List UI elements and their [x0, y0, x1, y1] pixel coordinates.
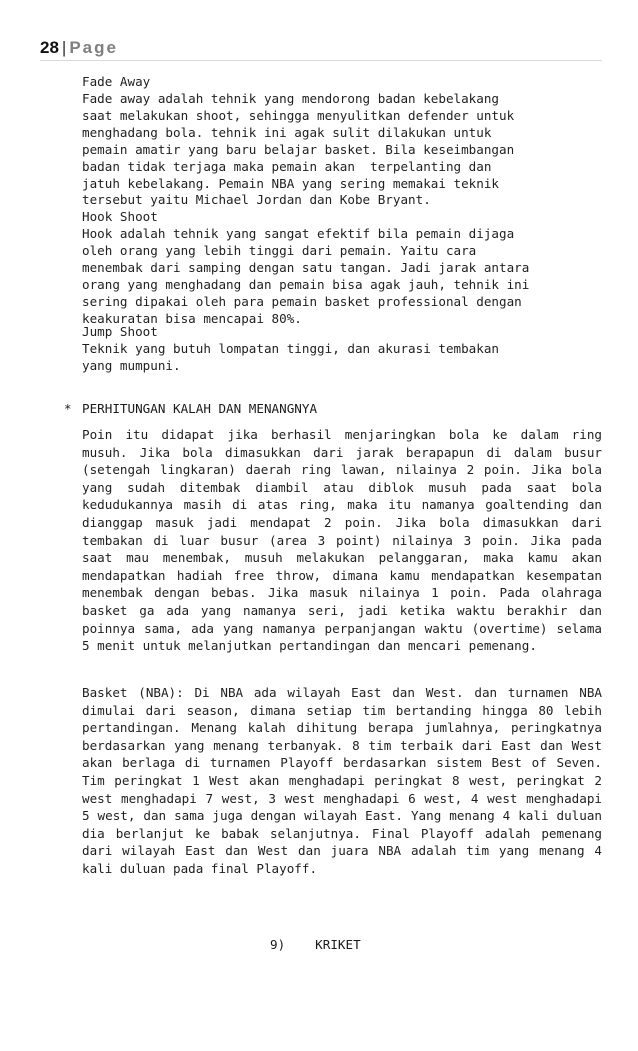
fade-away-title: Fade Away — [82, 74, 151, 89]
next-section-title: KRIKET — [315, 937, 361, 952]
scoring-heading-row — [64, 400, 317, 417]
hook-shoot-text: Hook adalah tehnik yang sangat efektif bila pemain dijaga oleh orang yang lebih tinggi dari pemain. Yaitu cara menembak dari samping dengan satu tangan. Jadi jarak antara orang yang menghadang dan pemain bisa agak jauh, tehnik ini sering dipakai oleh para pemain basket professional dengan keakuratan bisa mencapai 80%. — [82, 226, 530, 326]
page-number: 28 — [40, 38, 59, 57]
jump-shoot-title: Jump Shoot — [82, 324, 158, 339]
scoring-paragraph-1: Poin itu didapat jika berhasil menjaringkan bola ke dalam ring musuh. Jika bola dimasukkan dari jarak berapapun di dalam busur (setengah lingkaran) daerah ring lawan, nilainya 2 poin. Jika bola yang sudah ditembak diambil atau diblok musuh pada saat bola kedudukannya masih di atas ring, maka itu namanya goaltending dan dianggap masuk jadi mendapat 2 poin. Jika bola dimasukkan dari tembakan di luar busur (area 3 point) nilainya 3 poin. Jika pada saat mau menembak, musuh melakukan pelanggaran, maka kamu akan mendapatkan hadiah free throw, dimana kamu mendapatkan kesempatan menembak dengan bebas. Jika masuk nilainya 1 poin. Pada olahraga basket ga ada yang namanya seri, jadi ketika waktu berakhir dan poinnya sama, ada yang namanya perpanjangan waktu (overtime) selama 5 menit untuk melanjutkan pertandingan dan mencari pemenang. — [82, 427, 602, 654]
fade-away-text: Fade away adalah tehnik yang mendorong badan kebelakang saat melakukan shoot, sehingga menyulitkan defender untuk menghadang bola. tehnik ini agak sulit dilakukan untuk pemain amatir yang baru belajar basket. Bila keseimbangan badan tidak terjaga maka pemain akan terpelanting dan jatuh kebelakang. Pemain NBA yang sering memakai teknik tersebut yaitu Michael Jordan dan Kobe Bryant. — [82, 91, 515, 208]
page-header — [40, 38, 602, 61]
bullet-star-icon: * — [64, 401, 72, 416]
jump-shoot-text: Teknik yang butuh lompatan tinggi, dan akurasi tembakan yang mumpuni. — [82, 341, 500, 373]
scoring-heading: PERHITUNGAN KALAH DAN MENANGNYA — [82, 401, 318, 416]
page-label: Page — [69, 38, 118, 57]
next-section-number: 9) — [270, 937, 286, 952]
scoring-paragraph-2: Basket (NBA): Di NBA ada wilayah East dan West. dan turnamen NBA dimulai dari season, dimana setiap tim bertanding hingga 80 lebih pertandingan. Menang kalah dihitung berapa jumlahnya, peringkatnya berdasarkan yang menang terbanyak. 8 tim terbaik dari East dan West akan berlaga di turnamen Playoff berdasarkan sistem Best of Seven. Tim peringkat 1 West akan menghadapi peringkat 8 west, peringkat 2 west menghadapi 7 west, 3 west menghadapi 6 west, 4 west menghadapi 5 west, dan sama juga dengan wilayah East. Yang menang 4 kali duluan dia berlanjut ke babak selanjutnya. Final Playoff adalah pemenang dari wilayah East dan West dan juara NBA adalah tim yang menang 4 kali duluan pada final Playoff. — [82, 685, 602, 876]
next-section-heading — [270, 936, 361, 953]
hook-shoot-title: Hook Shoot — [82, 209, 158, 224]
header-separator: | — [61, 38, 67, 57]
